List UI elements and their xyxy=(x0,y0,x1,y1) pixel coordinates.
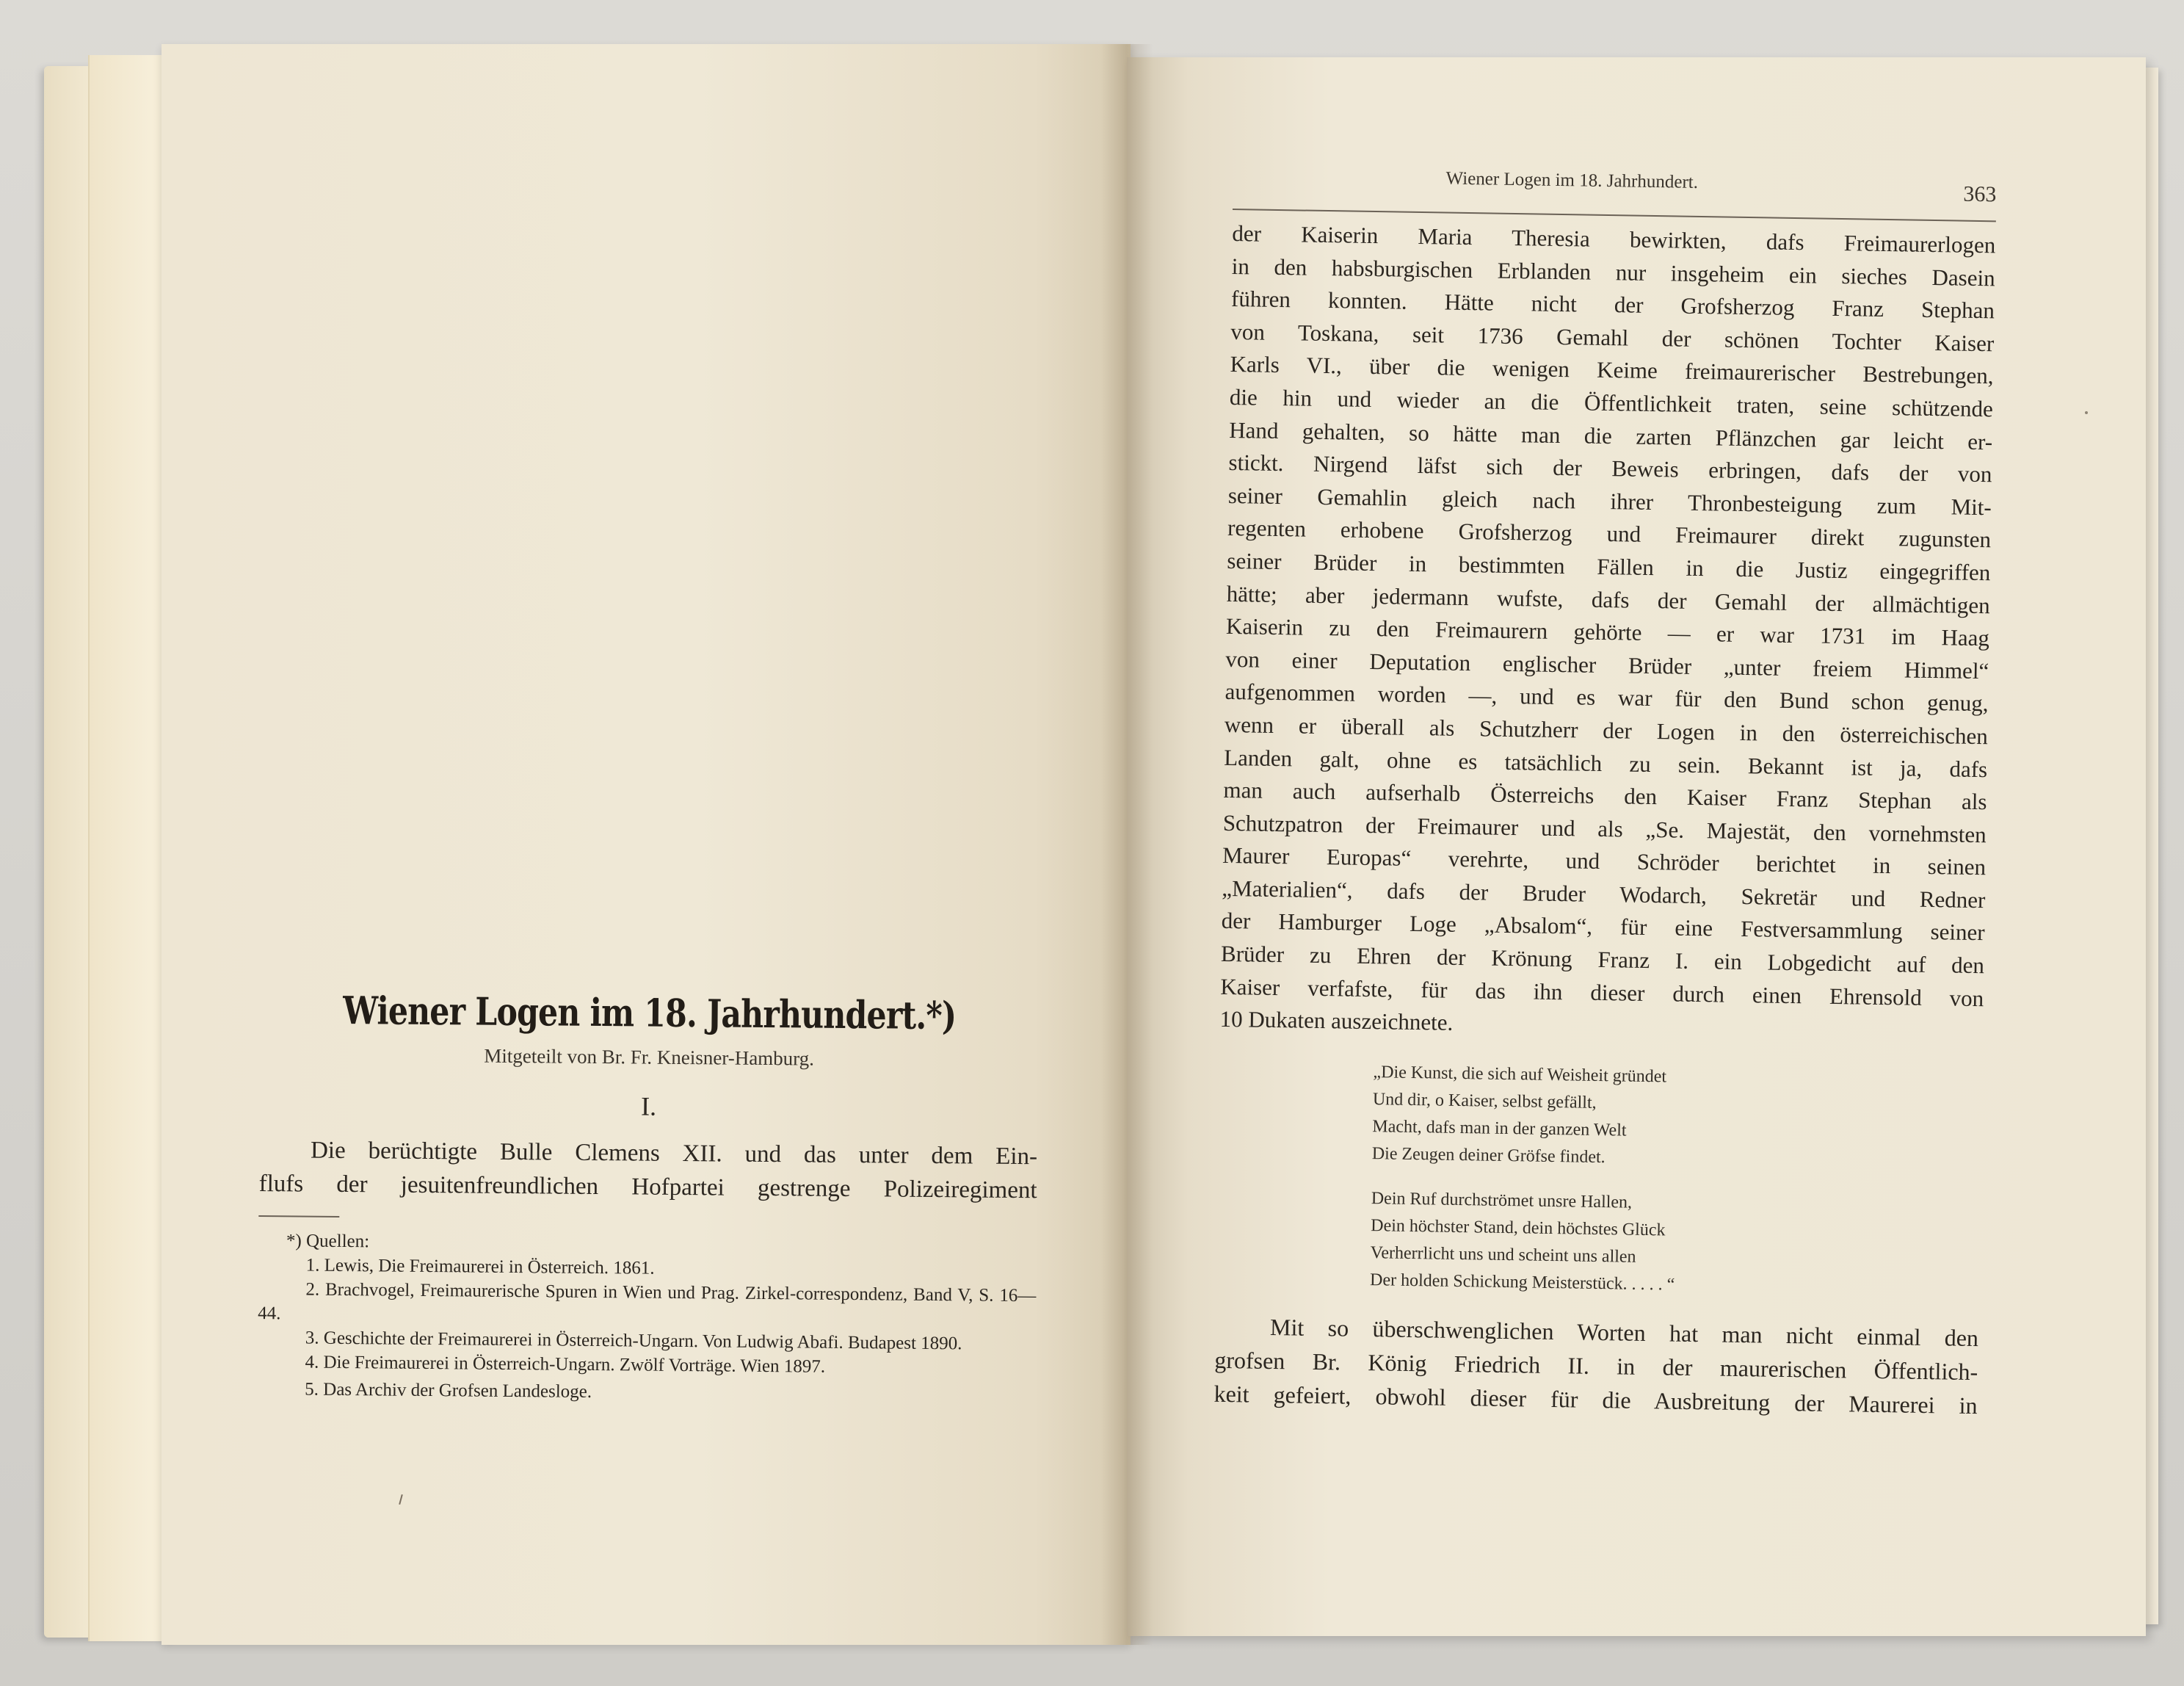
body-line: stickt. Nirgend läfst sich der Beweis erbringen, dafs der von xyxy=(1228,449,1992,488)
body-line: Schutzpatron der Freimaurer und als „Se. Majestät, den vornehmsten xyxy=(1222,809,1987,847)
footnotes xyxy=(257,1229,1037,1408)
footnote-heading: *) Quellen: xyxy=(286,1231,370,1252)
poem-stanza xyxy=(1372,1059,1983,1177)
body-line: von einer Deputation englischer Brüder „unter freiem Himmel“ xyxy=(1225,645,1989,684)
body-line: Landen galt, ohne es tatsächlich zu sein. Bekannt ist ja, dafs xyxy=(1223,744,1988,782)
body-line: die hin und wieder an die Öffentlichkeit traten, seine schützende xyxy=(1229,383,1994,422)
body-line: Brüder zu Ehren der Krönung Franz I. ein Lobgedicht auf den xyxy=(1220,940,1985,979)
body-line: „Materialien“, dafs der Bruder Wodarch, Sekretär und Redner xyxy=(1222,875,1986,913)
page-number: 363 xyxy=(1963,181,1997,207)
poem-line: Die Zeugen deiner Gröfse findet. xyxy=(1371,1143,1606,1167)
poem-line: Macht, dafs man in der ganzen Welt xyxy=(1372,1116,1627,1140)
footnote-rule xyxy=(258,1215,339,1218)
body-line: grofsen Br. König Friedrich II. in der maurerischen Öffentlich- xyxy=(1214,1346,1978,1385)
poem-stanza xyxy=(1370,1185,1981,1303)
body-line: Kaiser verfafste, für das ihn dieser durch einen Ehrensold von xyxy=(1220,973,1984,1011)
body-line: Hand gehalten, so hätte man die zarten Pflänzchen gar leicht er- xyxy=(1228,416,1993,455)
poem-line: Dein Ruf durchströmet unsre Hallen, xyxy=(1371,1188,1633,1212)
poem-line: Und dir, o Kaiser, selbst gefällt, xyxy=(1372,1089,1597,1112)
body-line: seiner Gemahlin gleich nach ihrer Thronbesteigung zum Mit- xyxy=(1227,482,1992,521)
left-body-line: Die berüchtigte Bulle Clemens XII. und das unter dem Ein- xyxy=(310,1137,1038,1171)
closing-paragraph xyxy=(1213,1309,1978,1422)
left-body-text xyxy=(258,1133,1037,1207)
left-body-line: flufs der jesuitenfreundlichen Hofpartei gestrenge Polizeiregiment xyxy=(258,1170,1037,1204)
right-page-content xyxy=(1213,162,1997,1422)
byline: Mitgeteilt von Br. Fr. Kneisner-Hamburg. xyxy=(484,1044,815,1070)
article-title: Wiener Logen im 18. Jahrhundert.*) xyxy=(342,988,957,1039)
body-line: 10 Dukaten auszeichnete. xyxy=(1219,1006,1454,1036)
footnote-item: 4. Die Freimaurerei in Österreich-Ungarn. Zwölf Vorträge. Wien 1897. xyxy=(305,1352,826,1377)
poem-line: Dein höchster Stand, dein höchstes Glück xyxy=(1371,1215,1666,1240)
body-line: wenn er überall als Schutzherr der Logen in den österreichischen xyxy=(1224,711,1989,750)
pencil-mark xyxy=(2085,411,2088,414)
running-head-title: Wiener Logen im 18. Jahrhundert. xyxy=(1445,168,1699,192)
left-page-content xyxy=(257,988,1039,1408)
body-line: Mit so überschwenglichen Worten hat man nicht einmal den xyxy=(1269,1313,1979,1351)
body-line: der Hamburger Loge „Absalom“, für eine Festversammlung seiner xyxy=(1221,908,1985,946)
body-line: seiner Brüder in bestimmten Fällen in die Justiz eingegriffen xyxy=(1227,547,1991,586)
section-number: I. xyxy=(640,1091,657,1121)
body-line: in den habsburgischen Erblanden nur insgeheim ein sieches Dasein xyxy=(1231,253,1995,291)
body-line: hätte; aber jedermann wufste, dafs der Gemahl der allmächtigen xyxy=(1226,580,1990,618)
poem-line: Verherrlicht uns und scheint uns allen xyxy=(1370,1242,1636,1267)
body-line: der Kaiserin Maria Theresia bewirkten, dafs Freimaurerlogen xyxy=(1232,220,1996,258)
body-line: führen konnten. Hätte nicht der Grofsherzog Franz Stephan xyxy=(1230,286,1995,324)
body-line: man auch aufserhalb Österreichs den Kaiser Franz Stephan als xyxy=(1223,776,1987,815)
footnote-item: 5. Das Archiv der Grofsen Landesloge. xyxy=(305,1379,592,1402)
body-line: von Toskana, seit 1736 Gemahl der schönen Tochter Kaiser xyxy=(1230,318,1995,357)
poem xyxy=(1370,1059,1983,1303)
body-line: aufgenommen worden —, und es war für den Bund schon genug, xyxy=(1225,679,1989,717)
body-line: regenten erhobene Grofsherzog und Freimaurer direkt zugunsten xyxy=(1227,515,1992,553)
book-gutter xyxy=(1101,44,1153,1645)
body-line: Maurer Europas“ verehrte, und Schröder berichtet in seinen xyxy=(1222,842,1987,880)
poem-line: „Die Kunst, die sich auf Weisheit gründet xyxy=(1373,1062,1667,1087)
right-body-text xyxy=(1219,217,1995,1048)
footnote-item: 2. Brachvogel, Freimaurerische Spuren in Wien und Prag. Zirkel-correspondenz, Band V, S. 16—44. xyxy=(258,1279,1037,1324)
body-line: Kaiserin zu den Freimaurern gehörte — er war 1731 im Haag xyxy=(1225,613,1990,651)
body-line: keit gefeiert, obwohl dieser für die Ausbreitung der Maurerei in xyxy=(1213,1380,1978,1419)
footnote-item: 1. Lewis, Die Freimaurerei in Österreich. 1861. xyxy=(305,1255,655,1278)
poem-line: Der holden Schickung Meisterstück. . . . . “ xyxy=(1369,1270,1675,1295)
footnote-item: 3. Geschichte der Freimaurerei in Österreich-Ungarn. Von Ludwig Abafi. Budapest 1890. xyxy=(305,1328,962,1354)
body-line: Karls VI., über die wenigen Keime freimaurerischer Bestrebungen, xyxy=(1230,351,1994,389)
